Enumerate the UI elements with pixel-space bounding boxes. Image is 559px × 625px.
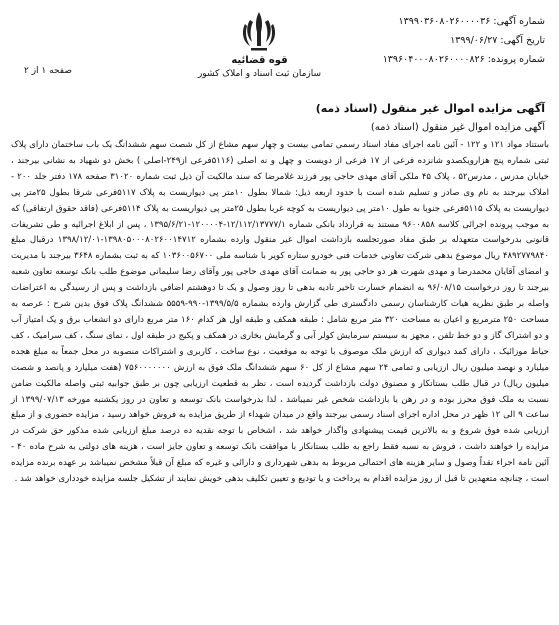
notice-body: باستناد مواد ۱۲۱ و ۱۲۲ - آئین نامه اجرای مفاد اسناد رسمی تمامی بیست و چهار سهم مشاع از کل شصت سهم ششدانگ یک باب ساختمان دارای پلاک ثبتی شماره پنج هزارویکصدو شانزده فرعی از ۱۷ فرعی از دویست و چهل و نه اصلی (۵۱۱۶فرعی از۲۴۹-اصلی ) بخش دو شهیاد به نشانی بیرجند ، خیابان مدرس ، مدرس۵۲ ، پلاک ۴۵ ملکی آقای مهدی حاجی پور فرزند غلامرضا که سند مالکیت آن ذیل ثبت شماره ۳۱۰۲۰ صفحه ۱۷۸ دفتر جلد ۲۰۰ - املاک بیرجند به نام وی صادر و تسلیم شده است با حدود اربعه ذیل: شمالا بطول ۱۰متر پی دیواریست به پلاک ۵۱۱۷فرعی شرقا بطول ۲۵متر پی دیواریست به پلاک ۵۱۱۵فرعی جنوبا به طول ۱۰متر پی دیواریست به کوچه غربا بطول ۲۵متر پی دیواریست به پلاک ۵۱۱۴فرعی (فاقد حقوق ارتفاقی) که به موجب پرونده اجرائی کلاسه ۹۶۰۰۸۵۸ مستند به قرارداد بانکی شماره ۱۲/۱۱۲/۱۳۷۷۷/۱-۱۲۰۰۰۰۴-۱۳۹۵/۶/۲۱ ، پس از ابلاغ اجرائیه و طی تشریفات قانونی بدرخواست متعهدله بر طبق مفاد صورتجلسه بازداشت اموال غیر منقول وارده بشماره ۱۳۹۸۰۵۰۰۰۸۰۲۶۰۰۱۴۷۱۲-۱۳۹۸/۱۲/۰۱ درقبال مبلغ ۴۸۹۲۷۷۹۸۴۰ ریال موضوع بدهی شرکت تعاونی خدمات فنی خودرو ستاره کویر با شناسه ملی ۱۰۳۶۰۰۵۶۷۰۰ که به ثبت بشماره ۳۶۴۸ بیرجند با مدیریت و امضای آقایان محمدرضا و مهدی شهرت هر دو حاجی پور به ضمانت آقای مهدی حاجی پور وآقای رضا سلیمانی موضوع طلب بانک توسعه تعاون شعبه بیرجند تا روز درخواست ۹۶/۰۸/۱۵ به انضمام خسارت تاخیر تادیه بدهی تا روز وصول و یک تا دوهشتم اضافی بازداشت و پس از رسیدگی به اعتراضات واصله بر طبق نظریه هیات کارشناسان رسمی دادگستری طی گزارش وارده بشماره ۱۳۹۹/۵/۵-۹۹۰-۵۵۵۹ ششدانگ پلاک فوق بدین شرح : عرصه به مساحت ۲۵۰ مترمربع و اعیان به مساحت ۳۲۰ متر مربع شامل : طبقه همکف و طبقه اول هر کدام ۱۶۰ متر مربع دارای دو انشعاب برق و یک امتیاز آب و دو اشتراک گاز و دو خط تلفن ، مجهز به سیستم سرمایش کولر آبی و گرمایش بخاری در همکف و پکیج در طبقه اول ، نمای سنگ ، کف سرامیک ، کف حیاط موزائیک ، دارای کمد دیواری که ارزش ملک موصوف با توجه به موقعیت ، نوع ساخت ، کاربری و اشتراکات منصوبه در محل جمعاً به مبلغ هجده میلیارد و نهصد میلیون ریال ارزیابی و تمامی ۲۴ سهم مشاع از کل ۶۰ سهم ششدانگ ملک فوق به ارزش ۷۵۶۰۰۰۰۰۰۰ (هفت میلیارد و پانصد و شصت میلیون ریال) در قبال طلب بستانکار و مصنوق دولت بازداشت گردیده است ، نظر به قطعیت ارزیابی چون بر طبق جوابیه ثبتی واصله مالکیت ضامن نسبت به ملک فوق محرز بوده و در رهن یا بازداشت شخص غیر نمیباشد ، لذا بدرخواست بانک توسعه و تعاون در روز یکشنبه مورخه ۱۳۹۹/۰۷/۱۳ از ساعت ۹ الی ۱۲ ظهر در محل اداره اجرای اسناد رسمی بیرجند واقع در میدان شهداء از طریق مزایده به فروش خواهد رسید ، مزایده حضوری و از مبلغ ارزیابی شده فوق شروع و به بالاترین قیمت پیشنهادی واگذار خواهد شد ، اشخاص با توجه نقدیه ده درصد مبلغ ارزیابی شده مذکور حق شرکت در مزایده را خواهند داشت ، فروش به نسبه فقط راجع به طلب بستانکار با موافقت بانک توسعه و تعاون جایز است ، هزینه های دولتی به شرح ماده ۴۰ - آئین نامه اجراء نقداً وصول و سایر هزینه های احتمالی مربوط به بدهی شهرداری و دارائی و غیره که مبلغ آن قبلاً مشخص نمیباشد بر عهده برنده مزایده است ، چنانچه متعهدین تا قبل از روز مزایده اقدام به پرداخت و یا تودیع و تعیین تکلیف بدهی خویش نمایند از تشکیل جلسه مزایده خودداری خواهد شد . [11,140,550,485]
notice-title: آگهی مزایده اموال غیر منقول (اسناد ذمه) [315,102,545,115]
iran-emblem-icon [236,6,282,56]
notice-subtitle: آگهی مزایده اموال غیر منقول (اسناد ذمه) [370,122,545,133]
notice-date: تاریخ آگهی: ۱۳۹۹/۰۶/۲۷ [450,35,545,46]
org-name: سازمان ثبت اسناد و املاک کشور [197,69,322,79]
page-label: صفحه ۱ از ۲ [24,66,72,76]
notice-number: شماره آگهی: ۱۳۹۹۰۳۶۰۸۰۲۶۰۰۰۰۳۶ [398,16,545,27]
case-number: شماره پرونده: ۱۳۹۶۰۴۰۰۰۸۰۲۶۰۰۰۰۸۲۶ [382,54,545,65]
org-judiciary: قوه قضائیه [231,55,288,66]
